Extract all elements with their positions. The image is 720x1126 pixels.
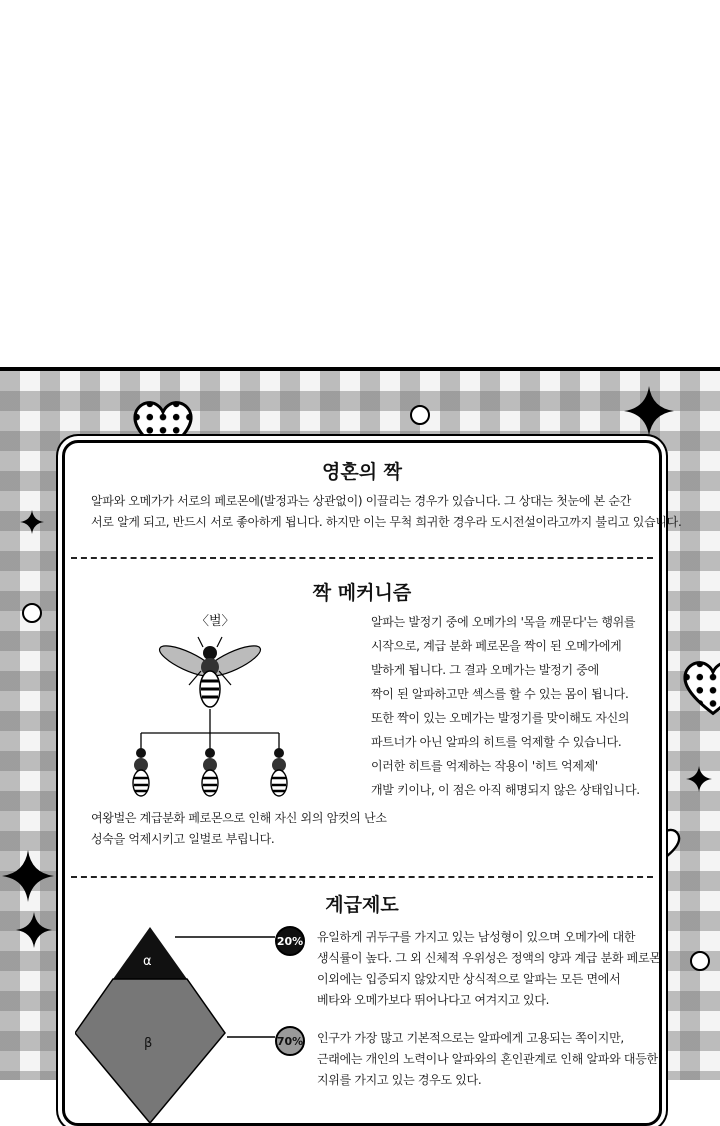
circle-icon xyxy=(21,602,43,624)
paragraph-line: 파트너가 아닌 알파의 히트를 억제할 수 있습니다. xyxy=(371,735,622,749)
bee-caption-line: 여왕벌은 계급분화 페로몬으로 인해 자신 외의 암컷의 난소 xyxy=(91,811,387,825)
paragraph-line: 짝이 된 알파하고만 섹스를 할 수 있는 몸이 됩니다. xyxy=(371,687,629,701)
alpha-line: 유일하게 귀두구를 가지고 있는 남성형이 있으며 오메가에 대한 xyxy=(317,930,636,944)
beta-symbol: β xyxy=(144,1036,153,1051)
paragraph-line: 이러한 히트를 억제하는 작용이 '히트 억제제' xyxy=(371,759,598,773)
alpha-symbol: α xyxy=(143,954,152,969)
alpha-line: 이외에는 입증되지 않았지만 상식적으로 알파는 모든 면에서 xyxy=(317,972,621,986)
dashed-divider xyxy=(71,876,653,878)
caste-pyramid xyxy=(75,923,275,1123)
paragraph-line: 또한 짝이 있는 오메가는 발정기를 맞이해도 자신의 xyxy=(371,711,630,725)
beta-percent-badge: 70% xyxy=(275,1026,305,1056)
dashed-divider xyxy=(71,557,653,559)
bee-icon xyxy=(202,748,218,796)
sparkle-icon xyxy=(2,850,54,902)
sparkle-icon xyxy=(624,386,674,436)
paragraph-line: 시작으로, 계급 분화 페로몬을 짝이 된 오메가에게 xyxy=(371,639,622,653)
dotted-heart-icon xyxy=(680,656,720,718)
beta-line: 근래에는 개인의 노력이나 알파와의 혼인관계로 인해 알파와 대등한 xyxy=(317,1052,658,1066)
bee-icon xyxy=(271,748,287,796)
beta-line: 인구가 가장 많고 기본적으로는 알파에게 고용되는 쪽이지만, xyxy=(317,1031,624,1045)
bee-icon xyxy=(156,637,264,707)
paragraph-line: 알파와 오메가가 서로의 페로몬에(발정과는 상관없이) 이끌리는 경우가 있습니다. 그 상대는 첫눈에 본 순간 xyxy=(91,494,632,508)
bee-icon xyxy=(133,748,149,796)
bee-label: 〈벌〉 xyxy=(196,614,235,629)
alpha-line: 베타와 오메가보다 뛰어나다고 여겨지고 있다. xyxy=(317,993,550,1007)
circle-icon xyxy=(689,950,711,972)
sparkle-icon xyxy=(20,510,44,534)
paragraph-line: 알파는 발정기 중에 오메가의 '목을 깨문다'는 행위를 xyxy=(371,615,636,629)
sparkle-icon xyxy=(686,766,712,792)
section-title-caste-system: 계급제도 xyxy=(325,894,399,916)
bee-diagram xyxy=(115,633,305,803)
paragraph-line: 개발 키이나, 이 점은 아직 해명되지 않은 상태입니다. xyxy=(371,783,640,797)
alpha-line: 생식률이 높다. 그 외 신체적 우위성은 정액의 양과 계급 분화 페로몬 xyxy=(317,951,661,965)
blank-area xyxy=(0,0,720,367)
section-title-mate-mechanism: 짝 메커니즘 xyxy=(312,582,412,604)
paragraph-line: 서로 알게 되고, 반드시 서로 좋아하게 됩니다. 하지만 이는 무척 희귀한 경우라 도시전설이라고까지 불리고 있습니다. xyxy=(91,515,682,529)
beta-line: 지위를 가지고 있는 경우도 있다. xyxy=(317,1073,482,1087)
paragraph-line: 발하게 됩니다. 그 결과 오메가는 발정기 중에 xyxy=(371,663,599,677)
alpha-percent-badge: 20% xyxy=(275,926,305,956)
circle-icon xyxy=(409,404,431,426)
section-title-soulmate: 영혼의 짝 xyxy=(321,461,403,483)
info-panel xyxy=(62,440,682,1126)
sparkle-icon xyxy=(16,912,52,948)
bee-caption-line: 성숙을 억제시키고 일벌로 부립니다. xyxy=(91,832,275,846)
